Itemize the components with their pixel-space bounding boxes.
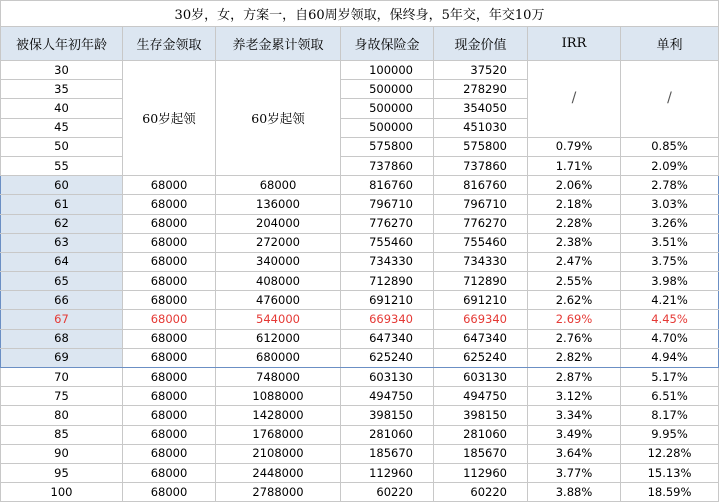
cell-death-benefit[interactable]: 281060 — [341, 425, 434, 444]
cell-age[interactable]: 30 — [1, 61, 123, 80]
cell-age[interactable]: 70 — [1, 368, 123, 387]
col-header-pension-cumulative[interactable]: 养老金累计领取 — [216, 27, 341, 61]
cell-simple-interest[interactable]: 18.59% — [621, 483, 719, 502]
cell-irr[interactable]: 2.38% — [528, 233, 621, 252]
cell-survival[interactable]: 68000 — [123, 195, 216, 214]
cell-age[interactable]: 55 — [1, 156, 123, 175]
merged-cell-simple-na[interactable]: / — [621, 61, 719, 138]
cell-simple-interest[interactable]: 3.26% — [621, 214, 719, 233]
cell-survival[interactable]: 68000 — [123, 214, 216, 233]
cell-simple-interest[interactable]: 4.45% — [621, 310, 719, 329]
cell-cash-value[interactable]: 354050 — [434, 99, 528, 118]
cell-death-benefit[interactable]: 60220 — [341, 483, 434, 502]
cell-pension-cumulative[interactable]: 68000 — [216, 176, 341, 195]
cell-death-benefit[interactable]: 669340 — [341, 310, 434, 329]
table-row — [1, 214, 719, 233]
cell-cash-value[interactable]: 112960 — [434, 463, 528, 482]
cell-irr[interactable]: 2.76% — [528, 329, 621, 348]
cell-cash-value[interactable]: 185670 — [434, 444, 528, 463]
cell-pension-cumulative[interactable]: 340000 — [216, 252, 341, 271]
cell-death-benefit[interactable]: 625240 — [341, 348, 434, 367]
cell-pension-cumulative[interactable]: 2448000 — [216, 463, 341, 482]
col-header-simple-interest[interactable]: 单利 — [621, 27, 719, 61]
cell-irr[interactable]: 3.12% — [528, 387, 621, 406]
cell-death-benefit[interactable]: 185670 — [341, 444, 434, 463]
cell-pension-cumulative[interactable]: 2788000 — [216, 483, 341, 502]
table-row — [1, 348, 719, 367]
cell-age[interactable]: 80 — [1, 406, 123, 425]
cell-death-benefit[interactable]: 776270 — [341, 214, 434, 233]
cell-irr[interactable]: 3.77% — [528, 463, 621, 482]
cell-age[interactable]: 61 — [1, 195, 123, 214]
cell-survival[interactable]: 68000 — [123, 272, 216, 291]
cell-age[interactable]: 65 — [1, 272, 123, 291]
cell-age[interactable]: 69 — [1, 348, 123, 367]
merged-cell-pension[interactable]: 60岁起领 — [216, 61, 341, 176]
cell-age[interactable]: 66 — [1, 291, 123, 310]
cell-irr[interactable]: 3.49% — [528, 425, 621, 444]
cell-cash-value[interactable]: 575800 — [434, 137, 528, 156]
cell-pension-cumulative[interactable]: 680000 — [216, 348, 341, 367]
table-row — [1, 444, 719, 463]
table-row — [1, 176, 719, 195]
cell-survival[interactable]: 68000 — [123, 252, 216, 271]
cell-survival[interactable]: 68000 — [123, 463, 216, 482]
cell-irr[interactable]: 2.82% — [528, 348, 621, 367]
cell-pension-cumulative[interactable]: 2108000 — [216, 444, 341, 463]
cell-survival[interactable]: 68000 — [123, 483, 216, 502]
cell-simple-interest[interactable]: 4.70% — [621, 329, 719, 348]
cell-age[interactable]: 95 — [1, 463, 123, 482]
cell-simple-interest[interactable]: 9.95% — [621, 425, 719, 444]
cell-age[interactable]: 100 — [1, 483, 123, 502]
table-row — [1, 329, 719, 348]
cell-simple-interest[interactable]: 5.17% — [621, 368, 719, 387]
table-row — [1, 463, 719, 482]
cell-age[interactable]: 62 — [1, 214, 123, 233]
cell-irr[interactable]: 2.18% — [528, 195, 621, 214]
cell-simple-interest[interactable]: 3.75% — [621, 252, 719, 271]
cell-irr[interactable]: 2.62% — [528, 291, 621, 310]
cell-pension-cumulative[interactable]: 408000 — [216, 272, 341, 291]
cell-cash-value[interactable]: 796710 — [434, 195, 528, 214]
cell-pension-cumulative[interactable]: 204000 — [216, 214, 341, 233]
col-header-survival[interactable]: 生存金领取 — [123, 27, 216, 61]
cell-survival[interactable]: 68000 — [123, 233, 216, 252]
cell-irr[interactable]: 2.55% — [528, 272, 621, 291]
cell-cash-value[interactable]: 816760 — [434, 176, 528, 195]
cell-pension-cumulative[interactable]: 612000 — [216, 329, 341, 348]
merged-cell-survival[interactable]: 60岁起领 — [123, 61, 216, 176]
cell-survival[interactable]: 68000 — [123, 406, 216, 425]
cell-simple-interest[interactable]: 6.51% — [621, 387, 719, 406]
cell-survival[interactable]: 68000 — [123, 310, 216, 329]
cell-cash-value[interactable]: 281060 — [434, 425, 528, 444]
cell-cash-value[interactable]: 60220 — [434, 483, 528, 502]
cell-cash-value[interactable]: 669340 — [434, 310, 528, 329]
cell-irr[interactable]: 3.88% — [528, 483, 621, 502]
cell-cash-value[interactable]: 776270 — [434, 214, 528, 233]
cell-irr[interactable]: 2.06% — [528, 176, 621, 195]
cell-survival[interactable]: 68000 — [123, 176, 216, 195]
cell-simple-interest[interactable]: 8.17% — [621, 406, 719, 425]
cell-age[interactable]: 35 — [1, 80, 123, 99]
table-row — [1, 387, 719, 406]
table-row — [1, 156, 719, 175]
table-row — [1, 233, 719, 252]
cell-pension-cumulative[interactable]: 136000 — [216, 195, 341, 214]
cell-survival[interactable]: 68000 — [123, 291, 216, 310]
cell-age[interactable]: 75 — [1, 387, 123, 406]
cell-death-benefit[interactable]: 734330 — [341, 252, 434, 271]
cell-cash-value[interactable]: 737860 — [434, 156, 528, 175]
col-header-irr[interactable]: IRR — [528, 27, 621, 61]
cell-age[interactable]: 85 — [1, 425, 123, 444]
header-row — [1, 27, 719, 61]
cell-irr[interactable]: 2.69% — [528, 310, 621, 329]
cell-age[interactable]: 45 — [1, 118, 123, 137]
cell-age[interactable]: 40 — [1, 99, 123, 118]
table-row — [1, 406, 719, 425]
cell-pension-cumulative[interactable]: 1428000 — [216, 406, 341, 425]
cell-simple-interest[interactable]: 3.98% — [621, 272, 719, 291]
cell-cash-value[interactable]: 37520 — [434, 61, 528, 80]
cell-survival[interactable]: 68000 — [123, 348, 216, 367]
table-row — [1, 195, 719, 214]
cell-simple-interest[interactable]: 15.13% — [621, 463, 719, 482]
cell-death-benefit[interactable]: 500000 — [341, 80, 434, 99]
cell-age[interactable]: 60 — [1, 176, 123, 195]
cell-pension-cumulative[interactable]: 748000 — [216, 368, 341, 387]
cell-survival[interactable]: 68000 — [123, 368, 216, 387]
cell-irr[interactable]: 3.34% — [528, 406, 621, 425]
cell-age[interactable]: 67 — [1, 310, 123, 329]
cell-death-benefit[interactable]: 500000 — [341, 118, 434, 137]
cell-death-benefit[interactable]: 755460 — [341, 233, 434, 252]
table-body — [1, 61, 719, 502]
cell-death-benefit[interactable]: 816760 — [341, 176, 434, 195]
table-row — [1, 291, 719, 310]
cell-simple-interest[interactable]: 0.85% — [621, 137, 719, 156]
cell-age[interactable]: 68 — [1, 329, 123, 348]
cell-cash-value[interactable]: 734330 — [434, 252, 528, 271]
cell-survival[interactable]: 68000 — [123, 329, 216, 348]
table-row — [1, 310, 719, 329]
table-row — [1, 252, 719, 271]
cell-irr[interactable]: 3.64% — [528, 444, 621, 463]
cell-simple-interest[interactable]: 4.21% — [621, 291, 719, 310]
col-header-cash-value[interactable]: 现金价值 — [434, 27, 528, 61]
cell-cash-value[interactable]: 755460 — [434, 233, 528, 252]
cell-pension-cumulative[interactable]: 476000 — [216, 291, 341, 310]
cell-death-benefit[interactable]: 100000 — [341, 61, 434, 80]
cell-death-benefit[interactable]: 737860 — [341, 156, 434, 175]
cell-pension-cumulative[interactable]: 544000 — [216, 310, 341, 329]
cell-simple-interest[interactable]: 3.03% — [621, 195, 719, 214]
cell-pension-cumulative[interactable]: 1768000 — [216, 425, 341, 444]
cell-cash-value[interactable]: 278290 — [434, 80, 528, 99]
cell-cash-value[interactable]: 712890 — [434, 272, 528, 291]
cell-simple-interest[interactable]: 4.94% — [621, 348, 719, 367]
cell-simple-interest[interactable]: 12.28% — [621, 444, 719, 463]
cell-cash-value[interactable]: 603130 — [434, 368, 528, 387]
cell-death-benefit[interactable]: 691210 — [341, 291, 434, 310]
cell-age[interactable]: 63 — [1, 233, 123, 252]
cell-pension-cumulative[interactable]: 1088000 — [216, 387, 341, 406]
merged-cell-irr-na[interactable]: / — [528, 61, 621, 138]
cell-death-benefit[interactable]: 647340 — [341, 329, 434, 348]
table-row — [1, 368, 719, 387]
col-header-death-benefit[interactable]: 身故保险金 — [341, 27, 434, 61]
cell-cash-value[interactable]: 691210 — [434, 291, 528, 310]
cell-cash-value[interactable]: 451030 — [434, 118, 528, 137]
cell-death-benefit[interactable]: 575800 — [341, 137, 434, 156]
cell-death-benefit[interactable]: 500000 — [341, 99, 434, 118]
cell-irr[interactable]: 0.79% — [528, 137, 621, 156]
cell-irr[interactable]: 2.87% — [528, 368, 621, 387]
cell-survival[interactable]: 68000 — [123, 425, 216, 444]
cell-simple-interest[interactable]: 3.51% — [621, 233, 719, 252]
cell-age[interactable]: 64 — [1, 252, 123, 271]
table-row — [1, 137, 719, 156]
cell-cash-value[interactable]: 398150 — [434, 406, 528, 425]
cell-irr[interactable]: 2.28% — [528, 214, 621, 233]
cell-death-benefit[interactable]: 398150 — [341, 406, 434, 425]
cell-death-benefit[interactable]: 112960 — [341, 463, 434, 482]
cell-death-benefit[interactable]: 603130 — [341, 368, 434, 387]
cell-cash-value[interactable]: 625240 — [434, 348, 528, 367]
cell-irr[interactable]: 1.71% — [528, 156, 621, 175]
table-row — [1, 272, 719, 291]
table-title: 30岁，女，方案一，自60周岁领取，保终身，5年交，年交10万 — [1, 1, 719, 27]
cell-cash-value[interactable]: 494750 — [434, 387, 528, 406]
cell-death-benefit[interactable]: 712890 — [341, 272, 434, 291]
cell-simple-interest[interactable]: 2.09% — [621, 156, 719, 175]
cell-age[interactable]: 90 — [1, 444, 123, 463]
table-row — [1, 483, 719, 502]
cell-survival[interactable]: 68000 — [123, 444, 216, 463]
cell-survival[interactable]: 68000 — [123, 387, 216, 406]
table-row — [1, 61, 719, 80]
cell-cash-value[interactable]: 647340 — [434, 329, 528, 348]
cell-pension-cumulative[interactable]: 272000 — [216, 233, 341, 252]
cell-death-benefit[interactable]: 796710 — [341, 195, 434, 214]
cell-irr[interactable]: 2.47% — [528, 252, 621, 271]
cell-age[interactable]: 50 — [1, 137, 123, 156]
cell-simple-interest[interactable]: 2.78% — [621, 176, 719, 195]
cell-death-benefit[interactable]: 494750 — [341, 387, 434, 406]
col-header-age[interactable]: 被保人年初年龄 — [1, 27, 123, 61]
table-row — [1, 425, 719, 444]
